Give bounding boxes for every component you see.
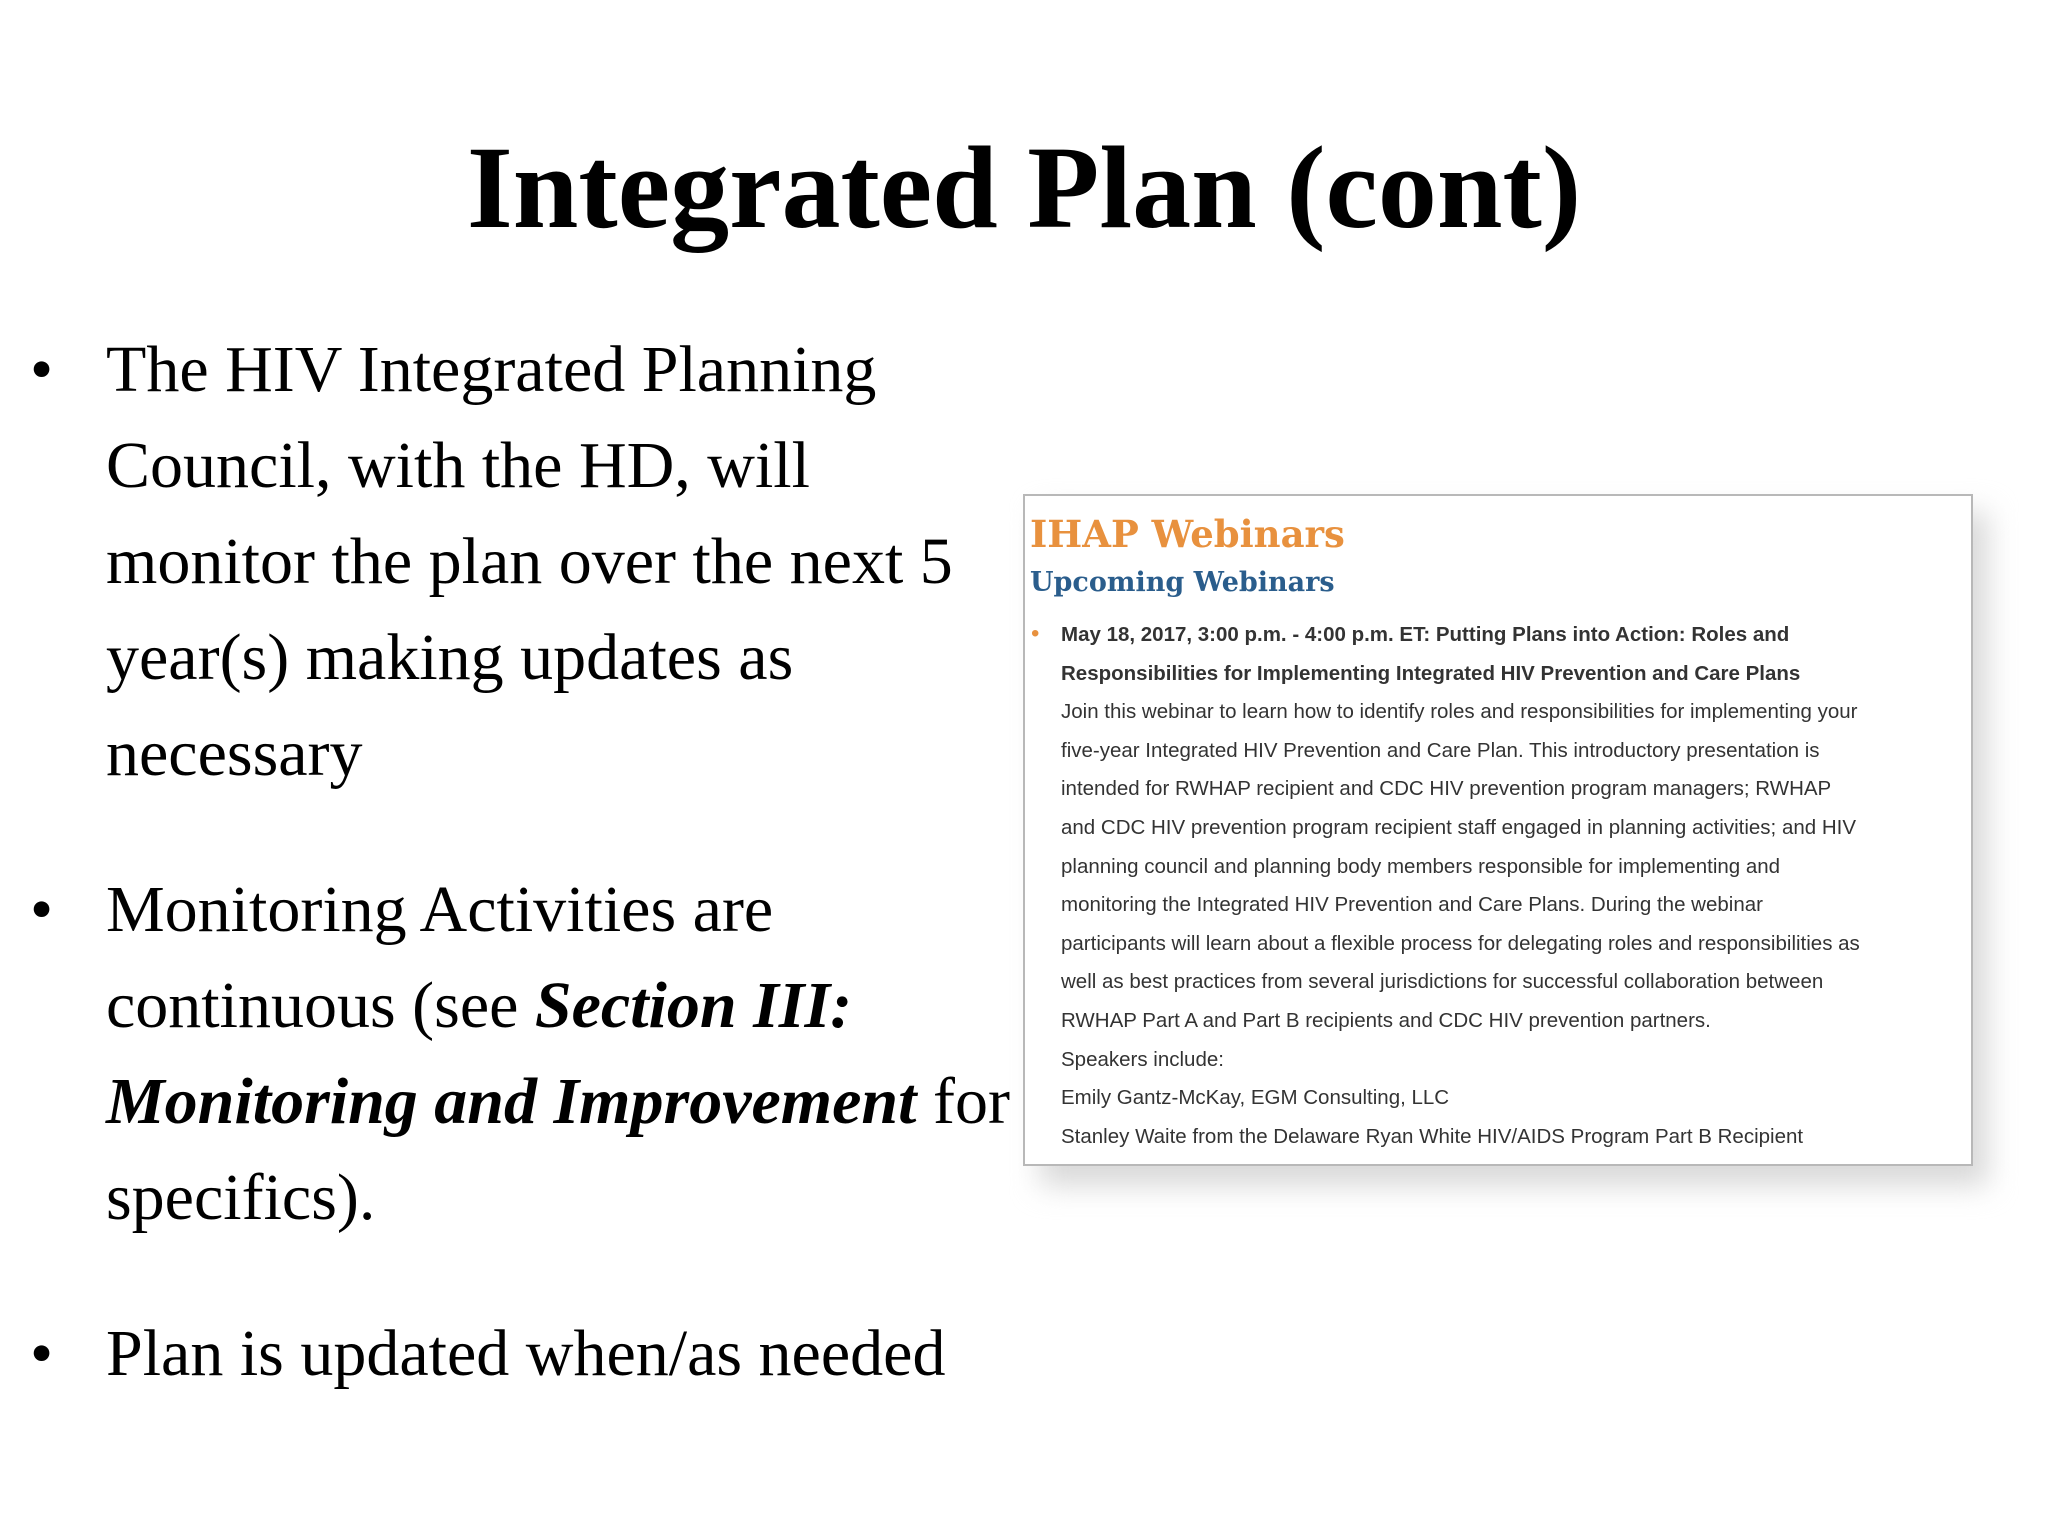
bullet-marker: • bbox=[30, 333, 54, 406]
webinar-speakers-label: Speakers include: bbox=[1061, 1047, 1224, 1071]
bullet-marker: • bbox=[30, 873, 54, 946]
webinar-body-line: well as best practices from several jurisdictions for successful collaboration between bbox=[1061, 970, 1824, 994]
section-reference: Section III: Monitoring and Improvement bbox=[106, 969, 917, 1138]
webinar-entry bbox=[1031, 616, 1967, 1156]
webinar-title-line: May 18, 2017, 3:00 p.m. - 4:00 p.m. ET: Putting Plans into Action: Roles and bbox=[1061, 623, 1790, 646]
bullet-item-monitor-plan bbox=[30, 322, 1010, 802]
webinar-body-line: monitoring the Integrated HIV Prevention and Care Plans. During the webinar bbox=[1061, 893, 1763, 917]
webinar-body-line: Join this webinar to learn how to identify roles and responsibilities for implementing your bbox=[1061, 700, 1858, 724]
webinar-subheading: Upcoming Webinars bbox=[1030, 567, 1335, 598]
webinar-heading: IHAP Webinars bbox=[1030, 512, 1345, 556]
webinar-body-line: and CDC HIV prevention program recipient staff engaged in planning activities; and HIV bbox=[1061, 815, 1857, 839]
bullet-text: The HIV Integrated Planning Council, with the HD, will monitor the plan over the next 5 year(s) making updates as necessary bbox=[106, 333, 953, 790]
bullet-text-prefix: Monitoring Activities are continuous (see bbox=[106, 873, 774, 1042]
webinar-screenshot bbox=[1023, 494, 1973, 1166]
bullet-marker: • bbox=[30, 1317, 54, 1390]
webinar-bullet-marker: • bbox=[1031, 620, 1040, 647]
bullet-text-suffix: for specifics). bbox=[106, 1065, 1010, 1234]
bullet-text: Plan is updated when/as needed bbox=[106, 1317, 946, 1390]
slide-title: Integrated Plan (cont) bbox=[466, 122, 1582, 253]
webinar-title-line: Responsibilities for Implementing Integrated HIV Prevention and Care Plans bbox=[1061, 661, 1801, 685]
webinar-body-line: planning council and planning body members responsible for implementing and bbox=[1061, 854, 1781, 878]
webinar-body-line: participants will learn about a flexible process for delegating roles and responsibilities as bbox=[1061, 931, 1860, 955]
webinar-body-line: five-year Integrated HIV Prevention and Care Plan. This introductory presentation is bbox=[1061, 738, 1820, 762]
webinar-body-line: RWHAP Part A and Part B recipients and CDC HIV prevention partners. bbox=[1061, 1008, 1711, 1032]
bullet-list bbox=[30, 322, 1010, 1402]
bullet-item-monitoring-activities bbox=[30, 862, 1010, 1246]
webinar-speaker: Emily Gantz-McKay, EGM Consulting, LLC bbox=[1061, 1086, 1450, 1110]
webinar-body-line: intended for RWHAP recipient and CDC HIV prevention program managers; RWHAP bbox=[1061, 777, 1832, 801]
webinar-speaker: Stanley Waite from the Delaware Ryan White HIV/AIDS Program Part B Recipient bbox=[1061, 1124, 1804, 1148]
webinar-title bbox=[1061, 616, 1967, 693]
bullet-item-plan-updated bbox=[30, 1306, 1010, 1402]
